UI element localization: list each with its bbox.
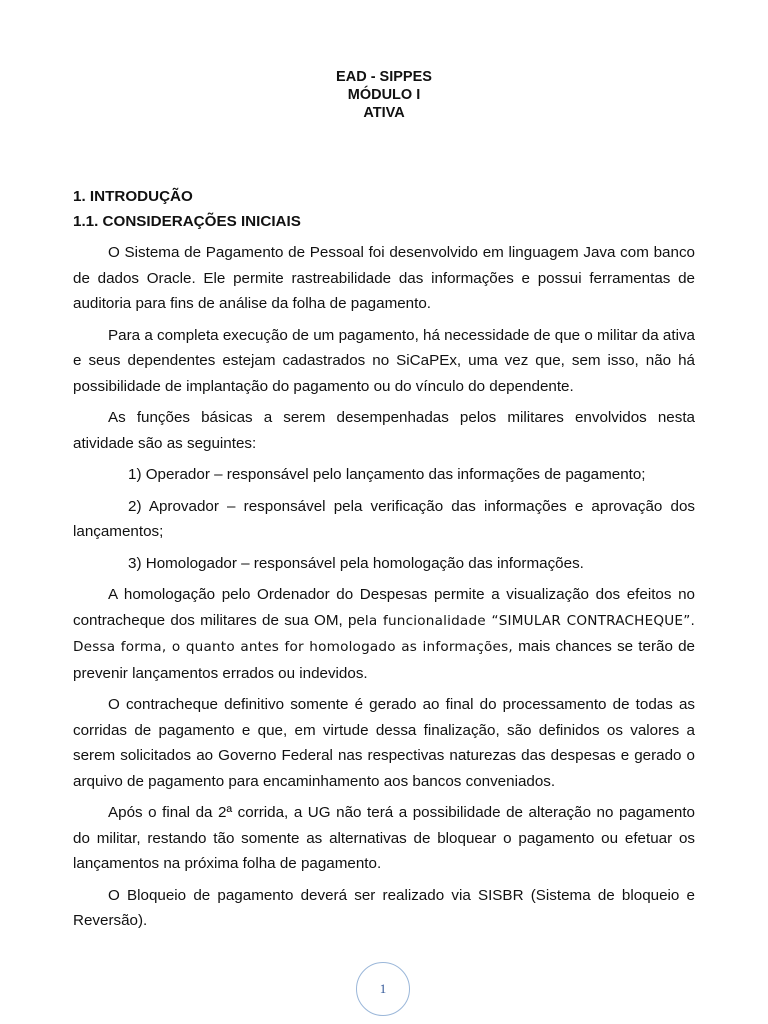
paragraph-4-start: A homologação pelo Ordenador do Despesas permite a visualização dos efeitos no contracheque dos militares de sua OM, pe [73, 586, 695, 629]
paragraph-4 [73, 582, 695, 686]
document-body [73, 184, 695, 940]
paragraph-3: As funções básicas a serem desempenhadas pelos militares envolvidos nesta atividade são as seguintes: [73, 409, 695, 452]
subsection-heading: 1.1. CONSIDERAÇÕES INICIAIS [73, 213, 301, 230]
page-number-badge: 1 [356, 962, 410, 1016]
title-line-3: ATIVA [363, 105, 405, 121]
paragraph-7: O Bloqueio de pagamento deverá ser realizado via SISBR (Sistema de bloqueio e Reversão). [73, 886, 695, 929]
list-item-aprovador: 2) Aprovador – responsável pela verificação das informações e aprovação dos lançamentos; [73, 497, 695, 540]
paragraph-4-end: mais chances se terão de prevenir lançamentos errados ou indevidos. [73, 638, 695, 682]
paragraph-2: Para a completa execução de um pagamento, há necessidade de que o militar da ativa e seus dependentes estejam cadastrados no SiCaPEx, uma vez que, sem isso, não há possibilidade de implantação do pagamento ou do vínculo do dependente. [73, 326, 695, 395]
title-line-1: EAD - SIPPES [336, 69, 432, 85]
paragraph-5: O contracheque definitivo somente é gerado ao final do processamento de todas as corridas de pagamento e que, em virtude dessa finalização, são definidos os valores a serem solicitados ao Governo Federal nas respectivas naturezas das despesas e gerado o arquivo de pagamento para encaminhamento aos bancos conveniados. [73, 696, 695, 790]
paragraph-1: O Sistema de Pagamento de Pessoal foi desenvolvido em linguagem Java com banco de dados Oracle. Ele permite rastreabilidade das informações e possui ferramentas de auditoria para fins de análise da folha de pagamento. [73, 244, 695, 312]
section-heading: 1. INTRODUÇÃO [73, 188, 193, 205]
paragraph-4-middle: la funcionalidade “SIMULAR CONTRACHEQUE”. Dessa forma, o quanto antes for homologado as informações, [73, 612, 695, 655]
title-line-2: MÓDULO I [347, 87, 421, 103]
list-item-homologador: 3) Homologador – responsável pela homologação das informações. [128, 554, 584, 572]
paragraph-6: Após o final da 2ª corrida, a UG não terá a possibilidade de alteração no pagamento do militar, restando tão somente as alternativas de bloquear o pagamento ou efetuar os lançamentos na próxima folha de pagamento. [73, 804, 695, 872]
document-title-block [0, 68, 768, 122]
list-item-operador: 1) Operador – responsável pelo lançamento das informações de pagamento; [128, 466, 646, 483]
